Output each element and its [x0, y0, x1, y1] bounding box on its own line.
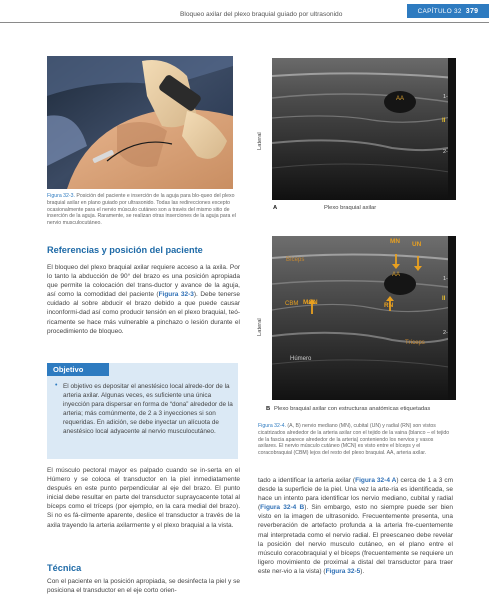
- figure-32-4-text: (A, B) nervio mediano (MN), cubital (UN) y radial (RN) son vistos cicatrizados alrededor de la arteria axilar con el tejido de la vaina (blanco – el tejido de la fascia aparece alrededor de la arteria) conteniendo los nervios y vasos axilares. El nervio músculo cutáneo (MCN) es visto entre el bíceps y el coracobraquial (CBM) lejos del resto del plexo braquial. AA, arteria axilar.: [258, 423, 450, 457]
- figure-ref-32-3[interactable]: Figura 32-3: [158, 291, 194, 299]
- depth-mark-b: II: [442, 296, 446, 302]
- patient-position-photo: [47, 56, 233, 189]
- chapter-tab: [407, 4, 489, 18]
- label-aa-b: AA: [392, 272, 401, 278]
- label-humero: Húmero: [290, 356, 312, 362]
- lateral-label-b: Lateral: [257, 318, 263, 336]
- depth-1-b: 1-: [443, 276, 448, 282]
- figure-32-3-text: Posición del paciente e inserción de la aguja para blo-queo del plexo braquial axilar en plano guiado por ultrasonido. Todas las redirecciones excepto ocasionalmente para el nervio músculo cutáneo son a través del mismo sitio de inserción de la aguja. Raramente, se realizan otras inserciones de la aguja para el nervio musculocutáneo.: [47, 193, 236, 227]
- panel-b-caption: [266, 406, 270, 412]
- label-triceps: Tríceps: [405, 340, 425, 346]
- right-text-3: ). Sin embargo, esto no siempre puede ser bien visto en la imagen de ultrasonido. Frecuentemente presenta, una reverberación de artefacto profunda a la arteria fre-cuentemente mal interpretada como el nervio radial. El preescaneo debe revelar la posición del nervio musculo cutáneo, en el plano entre el músculo coracobraquial y el bíceps (frecuentemente se requiere un ligero movimiento de proximal a distal del transductor para traer este ner-vio a la vista) (: [258, 504, 453, 575]
- chapter-label: CAPÍTULO 32: [417, 7, 462, 15]
- figure-ref-32-4a[interactable]: Figura 32-4 A: [355, 477, 397, 484]
- figure-ref-32-4b[interactable]: Figura 32-4 B: [260, 504, 305, 512]
- panel-a-letter: A: [273, 205, 278, 211]
- technique-paragraph: Con el paciente en la posición apropiada, se desinfecta la piel y se posiciona el transductor en el eje corto orien-: [47, 578, 240, 595]
- panel-a-title: Plexo braquial axilar: [324, 205, 377, 211]
- depth-1-a: 1-: [443, 94, 448, 100]
- figure-ref-32-5[interactable]: Figura 32-5: [325, 567, 361, 575]
- objective-box: [47, 363, 238, 459]
- label-rn: RN: [384, 302, 394, 309]
- section-heading-technique: Técnica: [47, 563, 82, 573]
- figure-32-3-label: Figura 32-3.: [47, 193, 75, 199]
- depth-mark-a: II: [442, 118, 446, 124]
- patient-text-1: El bloqueo del plexo braquial axilar requiere acceso a la axila. Por lo tanto la abducción de 90° del brazo es una posición apropiada que permite la colocación del trans-ductor y avance de la aguja, así como la comodidad del paciente (: [47, 264, 240, 299]
- right-text-2: ) cerca de 1 a 3 cm desde la superficie de la piel. Una vez la arte-ria es identificada, se hace un intento para identificar los nervio mediano, cubital y radial (: [258, 477, 454, 512]
- ultrasound-image-a: [272, 58, 456, 200]
- panel-b-title: Plexo braquial axilar con estructuras anatómicas etiquetadas: [274, 406, 431, 412]
- label-un: UN: [412, 241, 422, 248]
- depth-2-a: 2-: [443, 149, 448, 155]
- figure-32-4-caption: [258, 423, 453, 457]
- label-cbm: CBM: [285, 301, 299, 307]
- objective-title: Objetivo: [47, 363, 109, 376]
- label-biceps: Bíceps: [286, 257, 305, 263]
- figure-32-3-caption: [47, 193, 240, 227]
- header-rule: [0, 22, 489, 23]
- right-text-4: ).: [360, 567, 365, 575]
- depth-2-b: 2-: [443, 330, 448, 336]
- pectoral-paragraph: El músculo pectoral mayor es palpado cuando se in-serta en el Húmero y se coloca el transductor en la piel inmediatamente después en este punto perpendicular al eje del brazo. El punto inicial debe resultar en parte del transductor supraycacente total al bíceps como el tríceps (por ejemplo, en la cara medial del brazo). Si no es fá-cilmente aparente, deslice el transductor a través de la axila trayendo la arteria axilarmente y el plexo braquial a la vista.: [47, 467, 240, 529]
- panel-b-letter: B: [266, 406, 271, 412]
- panel-a-caption: [273, 205, 277, 211]
- section-heading-patient: Referencias y posición del paciente: [47, 245, 203, 255]
- right-paragraph: [258, 476, 453, 576]
- label-mn: MN: [390, 238, 400, 245]
- label-mcn: MCN: [303, 299, 318, 306]
- running-title: Bloqueo axilar del plexo braquial guiado por ultrasonido: [180, 11, 343, 18]
- bullet-icon: •: [55, 382, 58, 389]
- lateral-label-a: Lateral: [257, 132, 263, 150]
- label-aa-a: AA: [396, 96, 405, 102]
- objective-text: El objetivo es depositar el anestésico local alrede-dor de la arteria axilar. Algunas veces, es suficiente una única inyección para dispersar en forma de “dona” alrededor de la arteria; más comúnmente, de 2 a 3 inyecciones si son requeridas. En adición, se debe inyectar un alícuota de anestésico local adyacente al nervio musculocutáneo.: [63, 383, 233, 436]
- patient-paragraph: [47, 263, 240, 336]
- page-number: 379: [465, 7, 479, 15]
- right-text-1: tado a identificar la arteria axilar (: [258, 477, 356, 484]
- figure-32-4-label: Figura 32-4.: [258, 423, 286, 429]
- patient-text-2: ). Debe tenerse cuidado al sobre abducir el brazo debido a que puede causar inconformi-dad así como producir tensión en el plexo braquial, teó-ricamente se hace más vulnerable a pinchazo o lesión durante el procedimiento de bloqueo.: [47, 291, 240, 335]
